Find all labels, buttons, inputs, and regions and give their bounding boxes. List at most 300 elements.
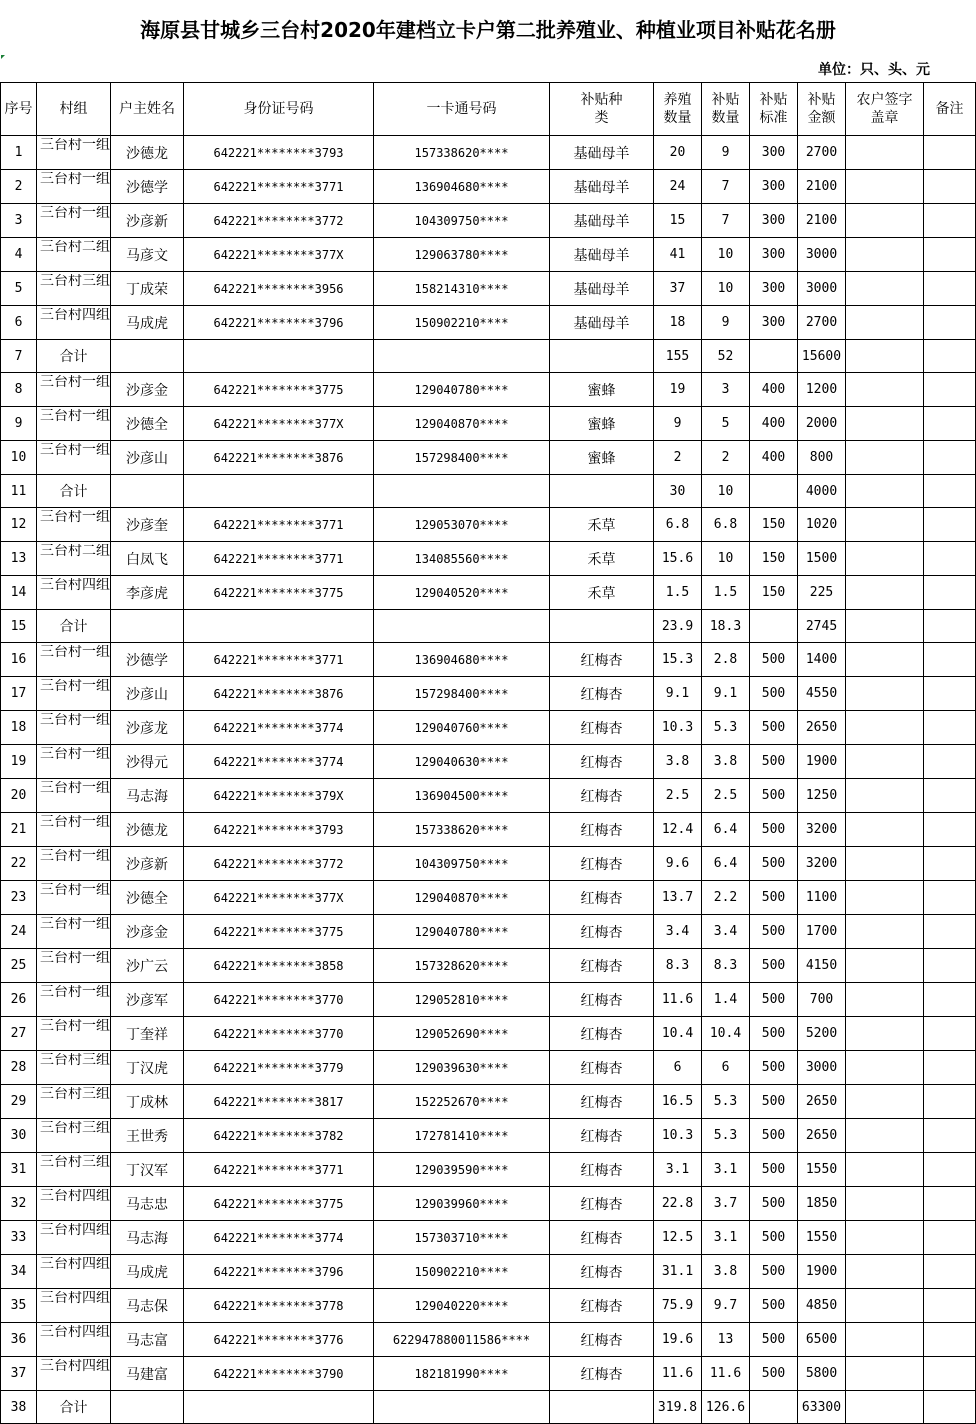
cell-seq: 19	[1, 745, 37, 779]
cell-note	[924, 306, 976, 340]
cell-village: 三台村四组	[37, 1289, 111, 1323]
table-row	[1, 508, 976, 542]
cell-amt: 2700	[798, 136, 846, 170]
cell-std: 300	[750, 204, 798, 238]
cell-name: 沙德学	[111, 170, 184, 204]
cell-sign	[846, 1255, 924, 1289]
cell-name	[111, 610, 184, 643]
cell-village: 三台村四组	[37, 306, 111, 340]
table-row	[1, 610, 976, 643]
cell-sign	[846, 881, 924, 915]
cell-id: 642221********3956	[184, 272, 374, 306]
cell-village: 三台村三组	[37, 1153, 111, 1187]
header-sign: 农户签字盖章	[846, 83, 924, 136]
cell-id: 642221********3774	[184, 711, 374, 745]
cell-sub-qty: 7	[702, 204, 750, 238]
cell-seq: 32	[1, 1187, 37, 1221]
cell-std: 500	[750, 881, 798, 915]
cell-type: 红梅杏	[550, 915, 654, 949]
cell-note	[924, 1255, 976, 1289]
cell-id: 642221********3790	[184, 1357, 374, 1391]
cell-qty: 15.3	[654, 643, 702, 677]
cell-card: 129040870****	[374, 881, 550, 915]
cell-id: 642221********3817	[184, 1085, 374, 1119]
cell-std: 400	[750, 373, 798, 407]
cell-amt: 2100	[798, 204, 846, 238]
header-seq: 序号	[1, 83, 37, 136]
cell-village: 三台村二组	[37, 542, 111, 576]
cell-note	[924, 1221, 976, 1255]
cell-village: 三台村一组	[37, 677, 111, 711]
cell-sign	[846, 610, 924, 643]
cell-card: 129063780****	[374, 238, 550, 272]
cell-id: 642221********3774	[184, 745, 374, 779]
cell-std: 300	[750, 272, 798, 306]
table-row	[1, 1255, 976, 1289]
cell-type: 红梅杏	[550, 1187, 654, 1221]
cell-type: 红梅杏	[550, 1289, 654, 1323]
cell-std: 400	[750, 407, 798, 441]
cell-note	[924, 170, 976, 204]
cell-type: 蜜蜂	[550, 373, 654, 407]
cell-qty: 12.5	[654, 1221, 702, 1255]
cell-card: 104309750****	[374, 847, 550, 881]
cell-std: 300	[750, 170, 798, 204]
cell-note	[924, 1289, 976, 1323]
cell-id: 642221********3775	[184, 576, 374, 610]
cell-amt: 2650	[798, 711, 846, 745]
cell-sub-qty: 6	[702, 1051, 750, 1085]
cell-name: 沙得元	[111, 745, 184, 779]
cell-type: 红梅杏	[550, 1017, 654, 1051]
cell-type: 禾草	[550, 542, 654, 576]
table-row	[1, 643, 976, 677]
cell-sign	[846, 711, 924, 745]
cell-std: 500	[750, 1357, 798, 1391]
cell-id: 642221********377X	[184, 881, 374, 915]
cell-note	[924, 238, 976, 272]
cell-type: 基础母羊	[550, 204, 654, 238]
table-row	[1, 136, 976, 170]
cell-sign	[846, 306, 924, 340]
cell-note	[924, 441, 976, 475]
table-row	[1, 1085, 976, 1119]
cell-sign	[846, 643, 924, 677]
cell-qty: 37	[654, 272, 702, 306]
cell-name: 丁奎祥	[111, 1017, 184, 1051]
cell-std: 500	[750, 711, 798, 745]
cell-id: 642221********3772	[184, 847, 374, 881]
cell-sub-qty: 11.6	[702, 1357, 750, 1391]
cell-note	[924, 949, 976, 983]
cell-qty: 13.7	[654, 881, 702, 915]
cell-village: 三台村一组	[37, 779, 111, 813]
table-row	[1, 238, 976, 272]
cell-std: 500	[750, 1323, 798, 1357]
cell-amt: 1200	[798, 373, 846, 407]
cell-seq: 20	[1, 779, 37, 813]
cell-name: 马志保	[111, 1289, 184, 1323]
cell-name: 沙德龙	[111, 136, 184, 170]
cell-card: 134085560****	[374, 542, 550, 576]
cell-name: 沙彦新	[111, 204, 184, 238]
cell-qty: 20	[654, 136, 702, 170]
cell-sub-qty: 3.8	[702, 1255, 750, 1289]
cell-id: 642221********3793	[184, 813, 374, 847]
cell-qty: 6	[654, 1051, 702, 1085]
header-name: 户主姓名	[111, 83, 184, 136]
cell-seq: 5	[1, 272, 37, 306]
cell-qty: 3.8	[654, 745, 702, 779]
cell-type: 红梅杏	[550, 1323, 654, 1357]
cell-card: 182181990****	[374, 1357, 550, 1391]
cell-type: 基础母羊	[550, 272, 654, 306]
cell-note	[924, 1119, 976, 1153]
cell-sign	[846, 441, 924, 475]
cell-std: 500	[750, 643, 798, 677]
cell-village: 三台村一组	[37, 847, 111, 881]
cell-type: 蜜蜂	[550, 407, 654, 441]
cell-village: 三台村一组	[37, 711, 111, 745]
cell-amt: 4000	[798, 475, 846, 508]
cell-amt: 1250	[798, 779, 846, 813]
cell-seq: 33	[1, 1221, 37, 1255]
cell-name: 沙彦奎	[111, 508, 184, 542]
cell-id: 642221********3772	[184, 204, 374, 238]
cell-sign	[846, 847, 924, 881]
cell-note	[924, 373, 976, 407]
cell-note	[924, 508, 976, 542]
cell-card: 157338620****	[374, 136, 550, 170]
cell-name: 沙彦军	[111, 983, 184, 1017]
cell-id: 642221********3774	[184, 1221, 374, 1255]
cell-id: 642221********3771	[184, 542, 374, 576]
cell-sign	[846, 745, 924, 779]
cell-sign	[846, 340, 924, 373]
cell-amt: 1900	[798, 1255, 846, 1289]
cell-sign	[846, 1323, 924, 1357]
table-row	[1, 847, 976, 881]
cell-card	[374, 475, 550, 508]
cell-id: 642221********3775	[184, 1187, 374, 1221]
cell-sign	[846, 1221, 924, 1255]
cell-qty: 11.6	[654, 1357, 702, 1391]
cell-village: 三台村一组	[37, 204, 111, 238]
table-row	[1, 272, 976, 306]
cell-sign	[846, 136, 924, 170]
cell-amt: 2650	[798, 1085, 846, 1119]
cell-card: 150902210****	[374, 1255, 550, 1289]
cell-note	[924, 711, 976, 745]
cell-type: 红梅杏	[550, 711, 654, 745]
cell-seq: 24	[1, 915, 37, 949]
cell-qty: 8.3	[654, 949, 702, 983]
cell-amt: 1400	[798, 643, 846, 677]
cell-type: 红梅杏	[550, 1221, 654, 1255]
cell-sign	[846, 949, 924, 983]
cell-qty: 75.9	[654, 1289, 702, 1323]
cell-std: 500	[750, 1017, 798, 1051]
table-row	[1, 340, 976, 373]
header-row	[1, 83, 976, 136]
cell-sub-qty: 3.7	[702, 1187, 750, 1221]
cell-seq: 4	[1, 238, 37, 272]
cell-qty: 3.4	[654, 915, 702, 949]
cell-card: 152252670****	[374, 1085, 550, 1119]
cell-amt: 6500	[798, 1323, 846, 1357]
cell-name: 王世秀	[111, 1119, 184, 1153]
cell-qty: 3.1	[654, 1153, 702, 1187]
header-card: 一卡通号码	[374, 83, 550, 136]
cell-std: 500	[750, 847, 798, 881]
cell-std: 400	[750, 441, 798, 475]
cell-card: 129052810****	[374, 983, 550, 1017]
cell-type: 禾草	[550, 508, 654, 542]
cell-seq: 8	[1, 373, 37, 407]
cell-name: 沙彦山	[111, 677, 184, 711]
cell-village: 三台村二组	[37, 238, 111, 272]
cell-amt: 3200	[798, 813, 846, 847]
cell-sign	[846, 1289, 924, 1323]
cell-amt: 1900	[798, 745, 846, 779]
cell-sub-qty: 5	[702, 407, 750, 441]
cell-id: 642221********3858	[184, 949, 374, 983]
cell-card: 129052690****	[374, 1017, 550, 1051]
table-row	[1, 1391, 976, 1424]
cell-id: 642221********3775	[184, 915, 374, 949]
cell-village: 三台村一组	[37, 983, 111, 1017]
cell-seq: 28	[1, 1051, 37, 1085]
header-qty: 养殖数量	[654, 83, 702, 136]
cell-seq: 26	[1, 983, 37, 1017]
cell-village: 合计	[37, 610, 111, 643]
cell-qty: 19.6	[654, 1323, 702, 1357]
cell-seq: 18	[1, 711, 37, 745]
cell-sub-qty: 9	[702, 136, 750, 170]
cell-type: 红梅杏	[550, 1153, 654, 1187]
table-row	[1, 1357, 976, 1391]
cell-amt: 4850	[798, 1289, 846, 1323]
cell-village: 合计	[37, 1391, 111, 1424]
cell-qty: 24	[654, 170, 702, 204]
cell-type: 红梅杏	[550, 677, 654, 711]
cell-village: 三台村四组	[37, 1323, 111, 1357]
cell-village: 三台村三组	[37, 1119, 111, 1153]
table-row	[1, 441, 976, 475]
cell-id	[184, 340, 374, 373]
table-row	[1, 745, 976, 779]
cell-amt: 1550	[798, 1153, 846, 1187]
table-row	[1, 1221, 976, 1255]
table-row	[1, 881, 976, 915]
cell-card: 157303710****	[374, 1221, 550, 1255]
cell-note	[924, 340, 976, 373]
cell-amt: 700	[798, 983, 846, 1017]
cell-seq: 14	[1, 576, 37, 610]
cell-std: 500	[750, 677, 798, 711]
table-row	[1, 915, 976, 949]
cell-village: 三台村四组	[37, 1187, 111, 1221]
cell-note	[924, 204, 976, 238]
cell-seq: 15	[1, 610, 37, 643]
cell-amt: 1020	[798, 508, 846, 542]
cell-village: 三台村一组	[37, 373, 111, 407]
cell-sub-qty: 52	[702, 340, 750, 373]
cell-name: 沙德学	[111, 643, 184, 677]
cell-qty: 23.9	[654, 610, 702, 643]
cell-sub-qty: 2.8	[702, 643, 750, 677]
cell-qty: 11.6	[654, 983, 702, 1017]
cell-sign	[846, 779, 924, 813]
header-sub-qty: 补贴数量	[702, 83, 750, 136]
cell-sign	[846, 170, 924, 204]
cell-seq: 29	[1, 1085, 37, 1119]
table-row	[1, 1119, 976, 1153]
cell-village: 合计	[37, 340, 111, 373]
cell-sign	[846, 1187, 924, 1221]
cell-amt: 5200	[798, 1017, 846, 1051]
cell-qty: 155	[654, 340, 702, 373]
cell-id: 642221********377X	[184, 238, 374, 272]
cell-std: 500	[750, 813, 798, 847]
cell-sign	[846, 813, 924, 847]
cell-name: 马彦文	[111, 238, 184, 272]
cell-sub-qty: 7	[702, 170, 750, 204]
cell-qty: 319.8	[654, 1391, 702, 1424]
cell-card: 157298400****	[374, 677, 550, 711]
cell-sub-qty: 10	[702, 475, 750, 508]
cell-card: 104309750****	[374, 204, 550, 238]
cell-seq: 16	[1, 643, 37, 677]
cell-sign	[846, 373, 924, 407]
cell-name: 白凤飞	[111, 542, 184, 576]
cell-card: 136904680****	[374, 643, 550, 677]
page-title: 海原县甘城乡三台村2020年建档立卡户第二批养殖业、种植业项目补贴花名册	[140, 18, 836, 42]
cell-type: 禾草	[550, 576, 654, 610]
cell-amt: 1550	[798, 1221, 846, 1255]
cell-id	[184, 610, 374, 643]
cell-id: 642221********3782	[184, 1119, 374, 1153]
cell-std: 150	[750, 508, 798, 542]
cell-village: 三台村四组	[37, 1357, 111, 1391]
cell-amt: 2745	[798, 610, 846, 643]
cell-id: 642221********3796	[184, 1255, 374, 1289]
unit-label: 单位：只、头、元	[818, 62, 930, 78]
cell-type: 基础母羊	[550, 306, 654, 340]
cell-name: 丁汉虎	[111, 1051, 184, 1085]
cell-amt: 1100	[798, 881, 846, 915]
cell-note	[924, 610, 976, 643]
cell-amt: 2700	[798, 306, 846, 340]
cell-type	[550, 1391, 654, 1424]
table-row	[1, 949, 976, 983]
cell-sub-qty: 9	[702, 306, 750, 340]
cell-id: 642221********3796	[184, 306, 374, 340]
cell-name: 马志忠	[111, 1187, 184, 1221]
cell-sub-qty: 10.4	[702, 1017, 750, 1051]
cell-village: 三台村一组	[37, 813, 111, 847]
table-row	[1, 677, 976, 711]
cell-seq: 38	[1, 1391, 37, 1424]
cell-amt: 800	[798, 441, 846, 475]
cell-sub-qty: 3.8	[702, 745, 750, 779]
cell-amt: 4550	[798, 677, 846, 711]
cell-sub-qty: 6.4	[702, 847, 750, 881]
table-row	[1, 1187, 976, 1221]
cell-id: 642221********3779	[184, 1051, 374, 1085]
cell-type: 红梅杏	[550, 983, 654, 1017]
cell-std: 500	[750, 1153, 798, 1187]
cell-std: 500	[750, 915, 798, 949]
cell-card: 129040760****	[374, 711, 550, 745]
cell-name: 沙彦龙	[111, 711, 184, 745]
cell-sub-qty: 3.4	[702, 915, 750, 949]
table-row	[1, 204, 976, 238]
cell-std	[750, 475, 798, 508]
cell-seq: 36	[1, 1323, 37, 1357]
cell-seq: 17	[1, 677, 37, 711]
cell-sign	[846, 576, 924, 610]
cell-seq: 21	[1, 813, 37, 847]
cell-qty: 9	[654, 407, 702, 441]
cell-village: 三台村三组	[37, 1051, 111, 1085]
cell-name	[111, 340, 184, 373]
cell-std: 500	[750, 1289, 798, 1323]
table-row	[1, 1289, 976, 1323]
cell-seq: 37	[1, 1357, 37, 1391]
table-row	[1, 779, 976, 813]
cell-village: 三台村四组	[37, 576, 111, 610]
cell-village: 三台村一组	[37, 508, 111, 542]
cell-sub-qty: 3.1	[702, 1221, 750, 1255]
cell-amt: 4150	[798, 949, 846, 983]
table-row	[1, 711, 976, 745]
cell-seq: 34	[1, 1255, 37, 1289]
cell-village: 三台村三组	[37, 1085, 111, 1119]
cell-amt: 225	[798, 576, 846, 610]
cell-sign	[846, 508, 924, 542]
cell-note	[924, 813, 976, 847]
cell-note	[924, 1051, 976, 1085]
cell-name: 马志富	[111, 1323, 184, 1357]
cell-std	[750, 610, 798, 643]
cell-sub-qty: 3.1	[702, 1153, 750, 1187]
cell-qty: 10.3	[654, 711, 702, 745]
cell-qty: 15	[654, 204, 702, 238]
cell-sign	[846, 238, 924, 272]
cell-card: 129040870****	[374, 407, 550, 441]
cell-name: 丁成林	[111, 1085, 184, 1119]
cell-id: 642221********3778	[184, 1289, 374, 1323]
cell-type: 基础母羊	[550, 136, 654, 170]
cell-note	[924, 1323, 976, 1357]
header-id: 身份证号码	[184, 83, 374, 136]
cell-sign	[846, 1391, 924, 1424]
cell-village: 三台村一组	[37, 136, 111, 170]
cell-sub-qty: 10	[702, 238, 750, 272]
cell-sub-qty: 6.4	[702, 813, 750, 847]
cell-note	[924, 272, 976, 306]
table-row	[1, 1017, 976, 1051]
cell-seq: 27	[1, 1017, 37, 1051]
cell-village: 三台村一组	[37, 407, 111, 441]
header-amt: 补贴金额	[798, 83, 846, 136]
cell-id: 642221********3775	[184, 373, 374, 407]
cell-card: 129040780****	[374, 373, 550, 407]
table-row	[1, 983, 976, 1017]
cell-sub-qty: 9.7	[702, 1289, 750, 1323]
cell-seq: 7	[1, 340, 37, 373]
